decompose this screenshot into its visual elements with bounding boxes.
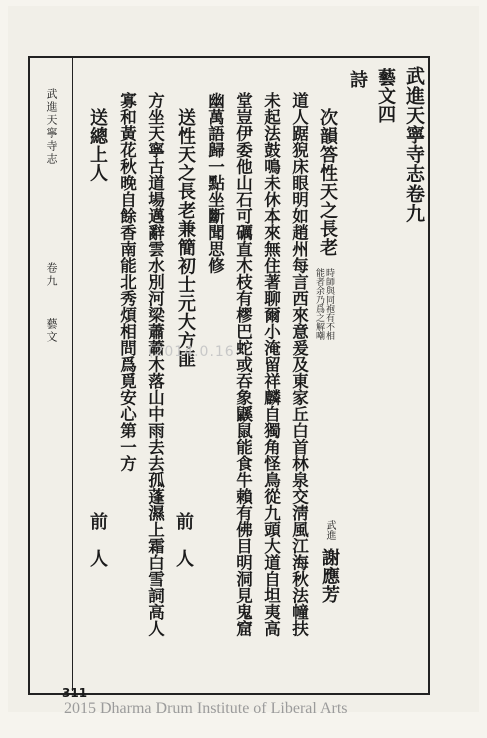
- poem1-note-2: 能者余乃爲之解嘲: [314, 268, 324, 340]
- page-number: 311: [62, 686, 88, 700]
- poem1-line-4: 幽萬語歸一點坐斷聞思修: [205, 92, 225, 274]
- poem2-line-2: 寡和黃花秋晚自餘香南能北秀煩相問爲覓安心第一方: [117, 92, 137, 472]
- poem1-author-origin: 武進: [324, 520, 335, 540]
- poem1-line-2: 未起法鼓鳴未休本來無住著聊爾小淹留祥麟自獨角怪鳥從九頭大道自坦夷高: [261, 92, 281, 637]
- sidebar: [31, 60, 69, 686]
- poem3-author: 前 人: [87, 512, 108, 568]
- poem3-title: 送總上人: [87, 108, 108, 183]
- sidebar-book-title: 武進天寧寺志: [45, 88, 58, 166]
- sidebar-section: 藝文: [45, 318, 58, 344]
- poem1-title: 次韻答性天之長老: [317, 108, 338, 257]
- poem2-author: 前 人: [173, 512, 194, 568]
- poem2-title: 送性天之長老兼簡初士元大方匪: [175, 108, 196, 369]
- poem1-author: 謝應芳: [319, 548, 340, 604]
- section-title: 藝文四: [375, 68, 396, 124]
- poem1-line-1: 道人踞猊床眼明如趙州每言西來意爰及東家丘白首林泉交淸風江海秋法幢扶: [289, 92, 309, 637]
- volume-title: 武進天寧寺志卷九: [403, 66, 425, 223]
- watermark: 2015 Dharma Drum Institute of Liberal Arts: [64, 700, 348, 717]
- sidebar-divider: [72, 56, 73, 691]
- genre-heading: 詩: [347, 70, 368, 89]
- sidebar-volume: 卷九: [45, 262, 58, 288]
- poem1-line-3: 堂豈伊委他山石可礪直木枝有樛巴蛇或吞象鼷鼠能食牛賴有佛目明洞見鬼窟: [233, 92, 253, 637]
- poem2-line-1: 方坐天寧古道場邁辭雲水別河梁蕭蕭木落山中雨去去孤蓬濕上霜白雪詞高人: [145, 92, 165, 637]
- date-stamp: (2014.0.16: [148, 344, 235, 360]
- poem1-note-1: 時師與同袍有不相: [324, 268, 334, 340]
